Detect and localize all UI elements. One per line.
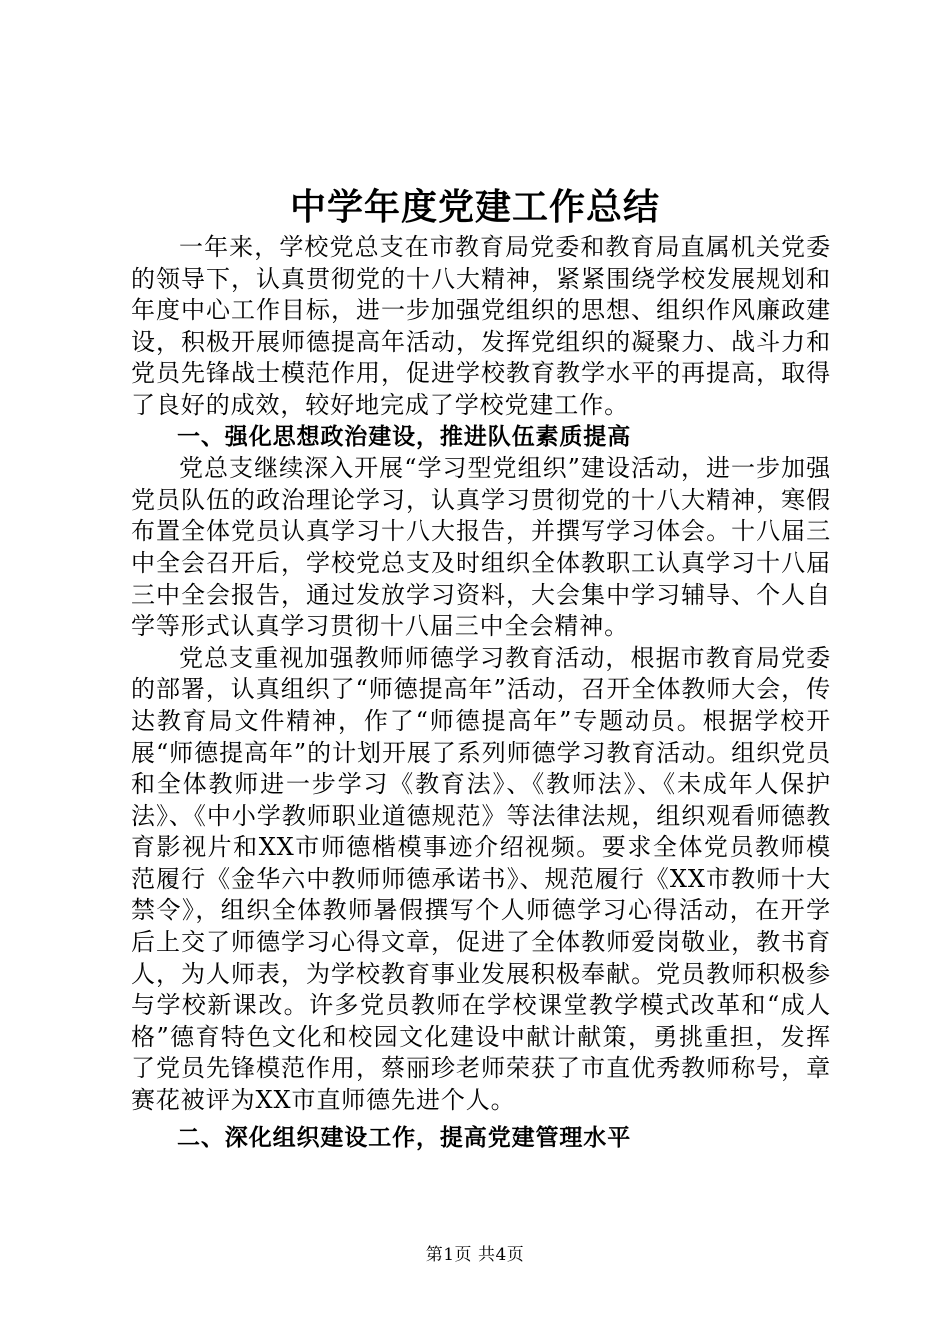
section-2-heading: 二、深化组织建设工作，提高党建管理水平 — [177, 1124, 632, 1151]
document-title: 中学年度党建工作总结 — [289, 187, 660, 228]
page-footer: 第1页 共4页 — [425, 1245, 525, 1265]
intro-paragraph: 一年来，学校党总支在市教育局党委和教育局直属机关党委的领导下，认真贯彻党的十八大精神，紧紧围绕学校发展规划和年度中心工作目标，进一步加强党组织的思想、组织作风廉政建设，积极开展师德提高年活动，发挥党组织的凝聚力、战斗力和党员先锋战士模范作用，促进学校教育教学水平的再提高，取得了良好的成效，较好地完成了学校党建工作。 — [131, 233, 831, 419]
section-1-paragraph-1: 党总支继续深入开展“学习型党组织”建设活动，进一步加强党员队伍的政治理论学习，认真学习贯彻党的十八大精神，寒假布置全体党员认真学习十八大报告，并撰写学习体会。十八届三中全会召开后，学校党总支及时组织全体教职工认真学习十八届三中全会报告，通过发放学习资料，大会集中学习辅导、个人自学等形式认真学习贯彻十八届三中全会精神。 — [131, 454, 831, 641]
section-1-heading: 一、强化思想政治建设，推进队伍素质提高 — [177, 423, 632, 450]
document-body — [131, 232, 831, 1154]
section-1-paragraph-2: 党总支重视加强教师师德学习教育活动，根据市教育局党委的部署，认真组织了“师德提高年”活动，召开全体教师大会，传达教育局文件精神，作了“师德提高年”专题动员。根据学校开展“师德提高年”的计划开展了系列师德学习教育活动。组织党员和全体教师进一步学习《教育法》、《教师法》、《未成年人保护法》、《中小学教师职业道德规范》等法律法规，组织观看师德教育影视片和XX市师德楷模事迹介绍视频。要求全体党员教师模范履行《金华六中教师师德承诺书》、规范履行《XX市教师十大禁令》，组织全体教师暑假撰写个人师德学习心得活动，在开学后上交了师德学习心得文章，促进了全体教师爱岗敬业，教书育人，为人师表，为学校教育事业发展积极奉献。党员教师积极参与学校新课改。许多党员教师在学校课堂教学模式改革和“成人格”德育特色文化和校园文化建设中献计献策，勇挑重担，发挥了党员先锋模范作用，蔡丽珍老师荣获了市直优秀教师称号，章赛花被评为XX市直师德先进个人。 — [131, 643, 831, 1115]
